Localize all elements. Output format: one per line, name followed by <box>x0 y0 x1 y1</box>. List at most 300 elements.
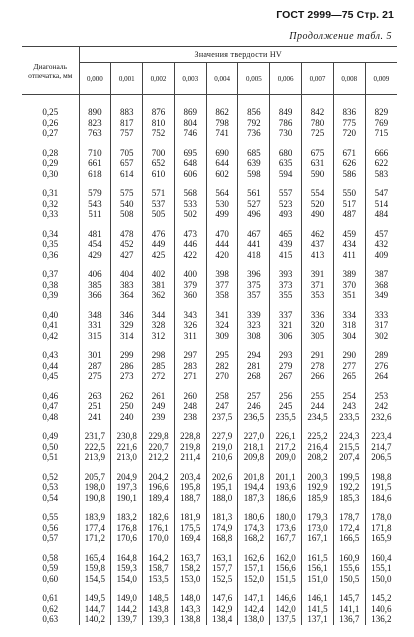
row-label: 0,25 <box>42 107 59 117</box>
table-cell: 226,1 <box>270 422 302 442</box>
table-row <box>22 493 397 504</box>
table-cell: 377 <box>206 280 238 291</box>
table-row <box>22 382 397 402</box>
table-cell: 375 <box>238 280 270 291</box>
table-cell: 218,1 <box>238 442 270 453</box>
row-label: 0,39 <box>42 290 59 300</box>
table-cell: 273 <box>111 371 143 382</box>
row-label: 0,52 <box>42 471 59 482</box>
table-cell: 138,0 <box>238 614 270 625</box>
table-cell: 586 <box>333 169 365 180</box>
table-cell: 337 <box>270 301 302 321</box>
table-cell: 142,9 <box>206 604 238 615</box>
table-cell: 452 <box>111 239 143 250</box>
table-cell: 661 <box>79 158 111 169</box>
row-label: 0,54 <box>42 492 59 503</box>
table-cell: 164,2 <box>143 544 175 564</box>
table-cell: 191,5 <box>365 482 397 493</box>
table-cell: 163,7 <box>174 544 206 564</box>
table-cell: 409 <box>365 250 397 261</box>
table-cell: 171,8 <box>365 523 397 534</box>
column-header: 0,005 <box>238 63 270 95</box>
table-cell: 420 <box>206 250 238 261</box>
table-cell: 810 <box>143 118 175 129</box>
table-cell: 333 <box>365 301 397 321</box>
table-cell: 254 <box>333 382 365 402</box>
table-cell: 194,4 <box>238 482 270 493</box>
table-cell: 149,0 <box>111 584 143 604</box>
table-cell: 221,6 <box>111 442 143 453</box>
table-cell: 575 <box>111 179 143 199</box>
table-cell: 511 <box>79 209 111 220</box>
table-row <box>22 503 397 523</box>
table-cell: 402 <box>143 260 175 280</box>
table-cell: 700 <box>143 139 175 159</box>
table-row <box>22 574 397 585</box>
table-cell: 154,0 <box>111 574 143 585</box>
table-cell: 598 <box>238 169 270 180</box>
table-cell: 349 <box>365 290 397 301</box>
table-cell: 145,7 <box>333 584 365 604</box>
table-cell: 234,5 <box>302 412 334 423</box>
table-cell: 138,4 <box>206 614 238 625</box>
table-cell: 203,4 <box>174 463 206 483</box>
table-cell: 355 <box>270 290 302 301</box>
table-row <box>22 128 397 139</box>
table-cell: 291 <box>302 341 334 361</box>
row-label: 0,53 <box>42 482 59 492</box>
table-cell: 675 <box>302 139 334 159</box>
table-cell: 695 <box>174 139 206 159</box>
table-cell: 652 <box>143 158 175 169</box>
table-cell: 626 <box>333 158 365 169</box>
table-cell: 225,2 <box>302 422 334 442</box>
table-cell: 198,0 <box>79 482 111 493</box>
table-cell: 195,1 <box>206 482 238 493</box>
table-cell: 427 <box>111 250 143 261</box>
table-cell: 142,0 <box>270 604 302 615</box>
table-cell: 212,2 <box>143 452 175 463</box>
table-cell: 368 <box>365 280 397 291</box>
table-cell: 157,7 <box>206 563 238 574</box>
table-cell: 583 <box>365 169 397 180</box>
table-cell: 299 <box>111 341 143 361</box>
column-header: 0,004 <box>206 63 238 95</box>
table-row <box>22 331 397 342</box>
table-cell: 311 <box>174 331 206 342</box>
table-cell: 305 <box>302 331 334 342</box>
row-label: 0,45 <box>42 371 59 381</box>
table-cell: 157,1 <box>238 563 270 574</box>
table-cell: 156,1 <box>302 563 334 574</box>
row-label: 0,28 <box>42 147 59 158</box>
table-cell: 550 <box>333 179 365 199</box>
table-cell: 209,0 <box>270 452 302 463</box>
table-cell: 685 <box>238 139 270 159</box>
table-cell: 393 <box>270 260 302 280</box>
column-header: 0,007 <box>302 63 334 95</box>
table-cell: 422 <box>174 250 206 261</box>
table-row <box>22 250 397 261</box>
table-cell: 869 <box>174 95 206 118</box>
table-cell: 398 <box>206 260 238 280</box>
table-cell: 533 <box>174 199 206 210</box>
table-cell: 267 <box>270 371 302 382</box>
table-cell: 238 <box>174 412 206 423</box>
table-cell: 283 <box>174 361 206 372</box>
table-cell: 606 <box>174 169 206 180</box>
table-cell: 139,7 <box>111 614 143 625</box>
table-row <box>22 584 397 604</box>
table-cell: 239 <box>143 412 175 423</box>
table-row <box>22 95 397 118</box>
table-cell: 201,8 <box>238 463 270 483</box>
table-cell: 144,2 <box>111 604 143 615</box>
table-cell: 213,9 <box>79 452 111 463</box>
table-row <box>22 220 397 240</box>
table-cell: 185,3 <box>333 493 365 504</box>
table-cell: 179,3 <box>302 503 334 523</box>
table-row <box>22 401 397 412</box>
table-cell: 568 <box>174 179 206 199</box>
table-cell: 317 <box>365 320 397 331</box>
table-cell: 174,3 <box>238 523 270 534</box>
table-cell: 171,2 <box>79 533 111 544</box>
table-cell: 148,0 <box>174 584 206 604</box>
table-cell: 172,4 <box>333 523 365 534</box>
table-cell: 151,0 <box>302 574 334 585</box>
row-label: 0,49 <box>42 431 59 441</box>
table-cell: 165,4 <box>79 544 111 564</box>
table-cell: 184,6 <box>365 493 397 504</box>
table-cell: 206,5 <box>365 452 397 463</box>
table-cell: 631 <box>302 158 334 169</box>
table-cell: 705 <box>111 139 143 159</box>
table-cell: 508 <box>111 209 143 220</box>
table-cell: 362 <box>143 290 175 301</box>
table-cell: 786 <box>270 118 302 129</box>
table-cell: 155,6 <box>333 563 365 574</box>
table-cell: 396 <box>238 260 270 280</box>
table-cell: 741 <box>206 128 238 139</box>
table-cell: 502 <box>174 209 206 220</box>
table-cell: 264 <box>365 371 397 382</box>
table-cell: 328 <box>143 320 175 331</box>
row-label: 0,48 <box>42 411 59 422</box>
table-cell: 876 <box>143 95 175 118</box>
table-cell: 139,3 <box>143 614 175 625</box>
column-header: 0,009 <box>365 63 397 95</box>
table-cell: 294 <box>238 341 270 361</box>
table-cell: 415 <box>270 250 302 261</box>
table-cell: 248 <box>174 401 206 412</box>
table-cell: 467 <box>238 220 270 240</box>
table-cell: 188,0 <box>206 493 238 504</box>
table-cell: 230,8 <box>111 422 143 442</box>
table-cell: 257 <box>238 382 270 402</box>
table-cell: 162,6 <box>238 544 270 564</box>
table-cell: 730 <box>270 128 302 139</box>
table-cell: 227,0 <box>238 422 270 442</box>
table-cell: 163,1 <box>206 544 238 564</box>
table-cell: 216,4 <box>302 442 334 453</box>
table-cell: 336 <box>302 301 334 321</box>
row-label: 0,55 <box>42 512 59 522</box>
table-cell: 200,3 <box>302 463 334 483</box>
table-cell: 295 <box>206 341 238 361</box>
table-row <box>22 604 397 615</box>
table-cell: 146,6 <box>270 584 302 604</box>
row-label: 0,38 <box>42 279 59 290</box>
table-cell: 180,0 <box>270 503 302 523</box>
table-row <box>22 118 397 129</box>
table-row <box>22 320 397 331</box>
row-label: 0,34 <box>42 228 59 239</box>
table-cell: 208,2 <box>302 452 334 463</box>
table-cell: 326 <box>174 320 206 331</box>
table-cell: 232,6 <box>365 412 397 423</box>
table-cell: 222,5 <box>79 442 111 453</box>
table-cell: 331 <box>79 320 111 331</box>
column-header: 0,002 <box>143 63 175 95</box>
table-cell: 210,6 <box>206 452 238 463</box>
table-cell: 217,2 <box>270 442 302 453</box>
row-label: 0,33 <box>42 209 59 219</box>
table-cell: 710 <box>79 139 111 159</box>
table-cell: 823 <box>79 118 111 129</box>
table-cell: 178,0 <box>365 503 397 523</box>
table-cell: 214,7 <box>365 442 397 453</box>
table-cell: 173,0 <box>302 523 334 534</box>
table-cell: 357 <box>238 290 270 301</box>
table-cell: 183,2 <box>111 503 143 523</box>
row-label: 0,59 <box>42 563 59 573</box>
table-cell: 429 <box>79 250 111 261</box>
table-cell: 189,4 <box>143 493 175 504</box>
table-cell: 279 <box>270 361 302 372</box>
table-cell: 360 <box>174 290 206 301</box>
table-cell: 775 <box>333 118 365 129</box>
table-cell: 780 <box>302 118 334 129</box>
table-cell: 540 <box>111 199 143 210</box>
table-cell: 250 <box>111 401 143 412</box>
table-cell: 439 <box>270 239 302 250</box>
table-cell: 173,6 <box>270 523 302 534</box>
table-row <box>22 301 397 321</box>
table-cell: 339 <box>238 301 270 321</box>
table-row <box>22 199 397 210</box>
table-cell: 644 <box>206 158 238 169</box>
table-cell: 387 <box>365 260 397 280</box>
table-cell: 186,6 <box>270 493 302 504</box>
table-row <box>22 533 397 544</box>
row-label: 0,42 <box>42 330 59 341</box>
table-cell: 385 <box>79 280 111 291</box>
table-cell: 204,2 <box>143 463 175 483</box>
table-cell: 177,4 <box>79 523 111 534</box>
table-cell: 187,3 <box>238 493 270 504</box>
table-cell: 434 <box>333 239 365 250</box>
table-cell: 255 <box>302 382 334 402</box>
table-cell: 290 <box>333 341 365 361</box>
table-cell: 235,5 <box>270 412 302 423</box>
table-cell: 432 <box>365 239 397 250</box>
table-cell: 211,4 <box>174 452 206 463</box>
table-cell: 856 <box>238 95 270 118</box>
table-cell: 441 <box>238 239 270 250</box>
table-cell: 610 <box>143 169 175 180</box>
table-cell: 192,9 <box>302 482 334 493</box>
table-cell: 141,5 <box>302 604 334 615</box>
table-cell: 579 <box>79 179 111 199</box>
table-cell: 334 <box>333 301 365 321</box>
table-cell: 444 <box>206 239 238 250</box>
row-label: 0,56 <box>42 522 59 533</box>
table-cell: 195,8 <box>174 482 206 493</box>
table-cell: 167,7 <box>270 533 302 544</box>
table-cell: 140,6 <box>365 604 397 615</box>
table-cell: 281 <box>238 361 270 372</box>
table-cell: 199,5 <box>333 463 365 483</box>
table-cell: 671 <box>333 139 365 159</box>
table-cell: 282 <box>206 361 238 372</box>
table-cell: 476 <box>143 220 175 240</box>
row-label: 0,36 <box>42 249 59 260</box>
table-cell: 277 <box>333 361 365 372</box>
table-cell: 246 <box>238 401 270 412</box>
table-cell: 842 <box>302 95 334 118</box>
row-label: 0,43 <box>42 350 59 360</box>
table-cell: 155,1 <box>365 563 397 574</box>
table-cell: 141,1 <box>333 604 365 615</box>
table-cell: 318 <box>333 320 365 331</box>
row-label: 0,37 <box>42 269 59 279</box>
table-cell: 263 <box>79 382 111 402</box>
table-cell: 530 <box>206 199 238 210</box>
table-cell: 351 <box>333 290 365 301</box>
table-cell: 680 <box>270 139 302 159</box>
table-cell: 358 <box>206 290 238 301</box>
table-cell: 769 <box>365 118 397 129</box>
table-cell: 406 <box>79 260 111 280</box>
table-cell: 271 <box>174 371 206 382</box>
table-cell: 287 <box>79 361 111 372</box>
table-cell: 478 <box>111 220 143 240</box>
table-cell: 241 <box>79 412 111 423</box>
table-cell: 720 <box>333 128 365 139</box>
table-row <box>22 158 397 169</box>
table-cell: 836 <box>333 95 365 118</box>
table-row <box>22 452 397 463</box>
column-header: 0,003 <box>174 63 206 95</box>
table-cell: 293 <box>270 341 302 361</box>
table-cell: 152,0 <box>238 574 270 585</box>
table-cell: 752 <box>143 128 175 139</box>
table-cell: 223,4 <box>365 422 397 442</box>
row-label: 0,41 <box>42 320 59 330</box>
row-label: 0,50 <box>42 441 59 452</box>
table-cell: 176,1 <box>143 523 175 534</box>
table-cell: 496 <box>238 209 270 220</box>
table-cell: 153,0 <box>174 574 206 585</box>
table-cell: 798 <box>206 118 238 129</box>
table-cell: 481 <box>79 220 111 240</box>
table-cell: 146,1 <box>302 584 334 604</box>
table-cell: 571 <box>143 179 175 199</box>
table-cell: 297 <box>174 341 206 361</box>
table-cell: 324 <box>206 320 238 331</box>
table-cell: 614 <box>111 169 143 180</box>
table-cell: 158,7 <box>143 563 175 574</box>
table-row <box>22 463 397 483</box>
table-row <box>22 523 397 534</box>
table-cell: 215,5 <box>333 442 365 453</box>
table-cell: 202,6 <box>206 463 238 483</box>
table-cell: 462 <box>302 220 334 240</box>
table-cell: 144,7 <box>79 604 111 615</box>
table-cell: 547 <box>365 179 397 199</box>
table-cell: 344 <box>143 301 175 321</box>
table-cell: 213,0 <box>111 452 143 463</box>
table-cell: 817 <box>111 118 143 129</box>
table-cell: 379 <box>174 280 206 291</box>
table-cell: 249 <box>143 401 175 412</box>
table-cell: 484 <box>365 209 397 220</box>
table-cell: 262 <box>111 382 143 402</box>
table-cell: 240 <box>111 412 143 423</box>
table-cell: 301 <box>79 341 111 361</box>
table-row <box>22 260 397 280</box>
table-row <box>22 544 397 564</box>
table-cell: 314 <box>111 331 143 342</box>
table-cell: 152,5 <box>206 574 238 585</box>
table-cell: 564 <box>206 179 238 199</box>
page-header: ГОСТ 2999—75 Стр. 21 <box>276 9 394 21</box>
table-cell: 268 <box>238 371 270 382</box>
table-cell: 459 <box>333 220 365 240</box>
table-cell: 278 <box>302 361 334 372</box>
row-label: 0,32 <box>42 198 59 209</box>
row-label: 0,62 <box>42 603 59 614</box>
table-cell: 505 <box>143 209 175 220</box>
table-cell: 198,8 <box>365 463 397 483</box>
table-cell: 270 <box>206 371 238 382</box>
table-cell: 182,6 <box>143 503 175 523</box>
table-cell: 285 <box>143 361 175 372</box>
table-cell: 251 <box>79 401 111 412</box>
table-cell: 437 <box>302 239 334 250</box>
table-cell: 176,8 <box>111 523 143 534</box>
table-cell: 228,8 <box>174 422 206 442</box>
row-header-diagonal: Диагональ отпечатка, мм <box>22 47 79 95</box>
table-cell: 561 <box>238 179 270 199</box>
table-cell: 185,9 <box>302 493 334 504</box>
table-cell: 389 <box>333 260 365 280</box>
table-row <box>22 280 397 291</box>
table-cell: 181,3 <box>206 503 238 523</box>
table-cell: 272 <box>143 371 175 382</box>
table-cell: 849 <box>270 95 302 118</box>
table-row <box>22 482 397 493</box>
group-header-hardness: Значения твердости HV <box>79 47 397 63</box>
table-cell: 183,9 <box>79 503 111 523</box>
table-cell: 527 <box>238 199 270 210</box>
row-label: 0,51 <box>42 452 59 462</box>
table-row <box>22 412 397 423</box>
table-cell: 159,3 <box>111 563 143 574</box>
table-cell: 245 <box>270 401 302 412</box>
table-cell: 648 <box>174 158 206 169</box>
